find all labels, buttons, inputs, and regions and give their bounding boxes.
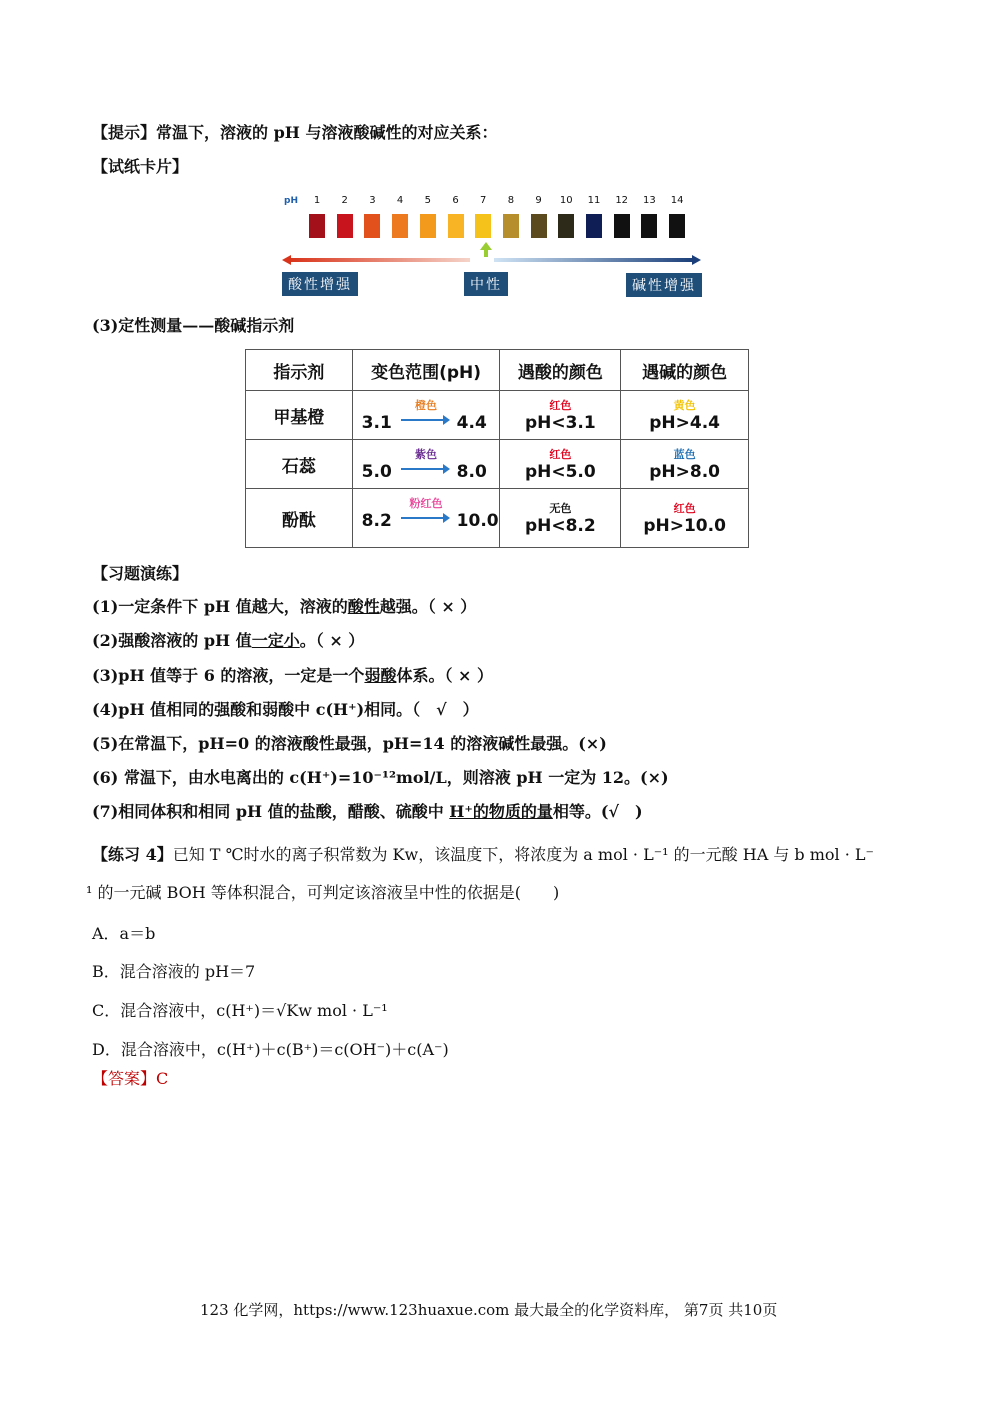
base-color-cell	[621, 440, 749, 489]
acid-arrow-icon	[282, 255, 291, 265]
acid-color-name: 无色	[549, 502, 572, 515]
ph-color-swatch	[364, 214, 380, 238]
base-ph: pH>4.4	[649, 413, 720, 433]
neutral-label: 中性	[464, 272, 508, 296]
practice-item	[92, 631, 364, 651]
header-indicator: 指示剂	[246, 350, 353, 391]
option-b: B．混合溶液的 pH＝7	[92, 962, 256, 981]
acid-label: 酸性增强	[282, 272, 358, 296]
ph-color-swatch	[503, 214, 519, 238]
answer-label: 【答案】	[92, 1069, 157, 1088]
section3-title: (3)定性测量——酸碱指示剂	[92, 316, 295, 335]
ph-color-swatch	[531, 214, 547, 238]
practice-item	[92, 802, 643, 822]
ph-color-swatch	[475, 214, 491, 238]
practice-text-b: 体系。（ × ）	[396, 666, 494, 685]
ph-color-swatch	[420, 214, 436, 238]
acid-color-cell	[500, 489, 621, 548]
ph-number: 12	[615, 195, 629, 206]
range-high: 8.0	[456, 462, 487, 482]
ph-number: 4	[396, 195, 404, 206]
base-color-name: 黄色	[673, 399, 696, 412]
acid-color-cell	[500, 440, 621, 489]
ph-number: 3	[369, 195, 376, 206]
table-row	[246, 440, 749, 489]
practice-text-a: (2)强酸溶液的 pH 值	[92, 631, 252, 650]
ph-color-swatch	[641, 214, 657, 238]
ph-number: 1	[313, 195, 321, 206]
indicator-table	[245, 349, 749, 548]
ph-number: 6	[452, 195, 459, 206]
base-ph: pH>8.0	[649, 462, 720, 482]
exercise-line-1	[92, 845, 874, 865]
header-range: 变色范围(pH)	[352, 350, 500, 391]
exercise-question: 已知 T ℃时水的离子积常数为 Kw，该温度下，将浓度为 a mol · L⁻¹ 的一元酸 HA 与 b mol · L⁻	[172, 845, 875, 864]
practice-text-a: (7)相同体积和相同 pH 值的盐酸，醋酸、硫酸中	[92, 802, 450, 821]
ph-color-swatch	[309, 214, 325, 238]
practice-item	[92, 597, 476, 617]
ph-color-swatch	[614, 214, 630, 238]
acid-color-name: 红色	[549, 399, 572, 412]
ph-color-swatch	[586, 214, 602, 238]
option-c: C．混合溶液中，c(H⁺)＝√Kw mol · L⁻¹	[92, 1001, 388, 1020]
base-color-cell	[621, 489, 749, 548]
ph-color-swatch	[448, 214, 464, 238]
range-cell	[352, 489, 500, 548]
ph-number: 2	[341, 195, 348, 206]
practice-text-a: (6) 常温下，由水电离出的 c(H⁺)=10⁻¹²mol/L，则溶液 pH 一定为 12。(×)	[92, 768, 669, 787]
practice-item	[92, 734, 607, 754]
range-arrow-icon	[401, 468, 445, 470]
base-color-name: 蓝色	[673, 448, 696, 461]
option-d: D．混合溶液中，c(H⁺)＋c(B⁺)＝c(OH⁻)＋c(A⁻)	[92, 1040, 449, 1059]
base-color-name: 红色	[673, 502, 696, 515]
ph-number: 9	[535, 195, 542, 206]
ph-number: 8	[507, 195, 515, 206]
ph-color-swatch	[392, 214, 408, 238]
base-gradient-bar	[494, 258, 694, 262]
header-base-color: 遇碱的颜色	[621, 350, 749, 391]
practice-text-a: (3)pH 值等于 6 的溶液，一定是一个	[92, 666, 365, 685]
indicator-name: 酚酞	[246, 489, 353, 548]
acid-gradient-bar	[290, 258, 470, 262]
practice-text-a: (5)在常温下，pH=0 的溶液酸性最强，pH=14 的溶液碱性最强。(×)	[92, 734, 607, 753]
range-low: 5.0	[361, 462, 392, 482]
range-cell	[352, 440, 500, 489]
table-header-row	[246, 350, 749, 391]
answer-line	[92, 1069, 168, 1089]
indicator-name: 甲基橙	[246, 391, 353, 440]
range-color-name: 橙色	[415, 399, 438, 412]
range-high: 10.0	[456, 511, 499, 531]
range-low: 3.1	[361, 413, 392, 433]
practice-underlined: H⁺的物质的量	[449, 802, 553, 821]
practice-item	[92, 768, 669, 788]
practice-text-b: 越强。（ × ）	[379, 597, 477, 616]
practice-item	[92, 666, 493, 686]
range-arrow-icon	[401, 517, 445, 519]
practice-text-a: (4)pH 值相同的强酸和弱酸中 c(H⁺)相同。（ √ ）	[92, 700, 479, 719]
hint-line	[92, 123, 497, 143]
ph-strip-figure	[280, 192, 710, 297]
option-a: A．a＝b	[92, 924, 156, 943]
ph-color-swatch	[669, 214, 685, 238]
page-footer: 123 化学网，https://www.123huaxue.com 最大最全的化学资料库， 第7页 共10页	[200, 1301, 778, 1319]
ph-number: 5	[424, 195, 431, 206]
practice-underlined: 酸性	[347, 597, 380, 616]
range-arrow-icon	[401, 419, 445, 421]
neutral-arrow-stem	[484, 249, 488, 257]
acid-ph: pH<3.1	[524, 413, 596, 433]
ph-number: 13	[643, 195, 656, 206]
practice-text-b: 相等。(√ )	[552, 802, 643, 821]
answer-value: C	[156, 1069, 169, 1088]
ph-number: 10	[559, 195, 573, 206]
acid-ph: pH<8.2	[524, 516, 596, 536]
practice-text-b: 。（ × ）	[299, 631, 365, 650]
range-low: 8.2	[361, 511, 392, 531]
exercise-label: 【练习 4】	[92, 845, 173, 864]
acid-color-name: 红色	[549, 448, 572, 461]
table-row	[246, 391, 749, 440]
practice-item	[92, 700, 479, 720]
hint-bracket: 【提示】	[92, 123, 157, 142]
ph-color-swatch	[558, 214, 574, 238]
base-arrow-icon	[692, 255, 701, 265]
indicator-name: 石蕊	[246, 440, 353, 489]
ph-number: 7	[480, 195, 487, 206]
table-row	[246, 489, 749, 548]
acid-color-cell	[500, 391, 621, 440]
range-high: 4.4	[456, 413, 487, 433]
base-label: 碱性增强	[626, 273, 702, 297]
ph-strip-label: pH	[284, 196, 298, 206]
card-heading: 【试纸卡片】	[92, 157, 189, 176]
practice-underlined: 弱酸	[364, 666, 397, 685]
practice-underlined: 一定小	[251, 631, 300, 650]
ph-color-swatch	[337, 214, 353, 238]
base-color-cell	[621, 391, 749, 440]
header-acid-color: 遇酸的颜色	[500, 350, 621, 391]
range-color-name: 粉红色	[409, 497, 443, 510]
exercise-line-2: ¹ 的一元碱 BOH 等体积混合，可判定该溶液呈中性的依据是( )	[86, 883, 560, 902]
acid-ph: pH<5.0	[524, 462, 596, 482]
base-ph: pH>10.0	[643, 516, 726, 536]
range-color-name: 紫色	[415, 448, 438, 461]
hint-text: 常温下，溶液的 pH 与溶液酸碱性的对应关系：	[156, 123, 498, 142]
practice-text-a: (1)一定条件下 pH 值越大，溶液的	[92, 597, 348, 616]
ph-number: 11	[587, 195, 601, 206]
ph-number: 14	[670, 195, 684, 206]
range-cell	[352, 391, 500, 440]
practice-heading: 【习题演练】	[92, 564, 189, 583]
